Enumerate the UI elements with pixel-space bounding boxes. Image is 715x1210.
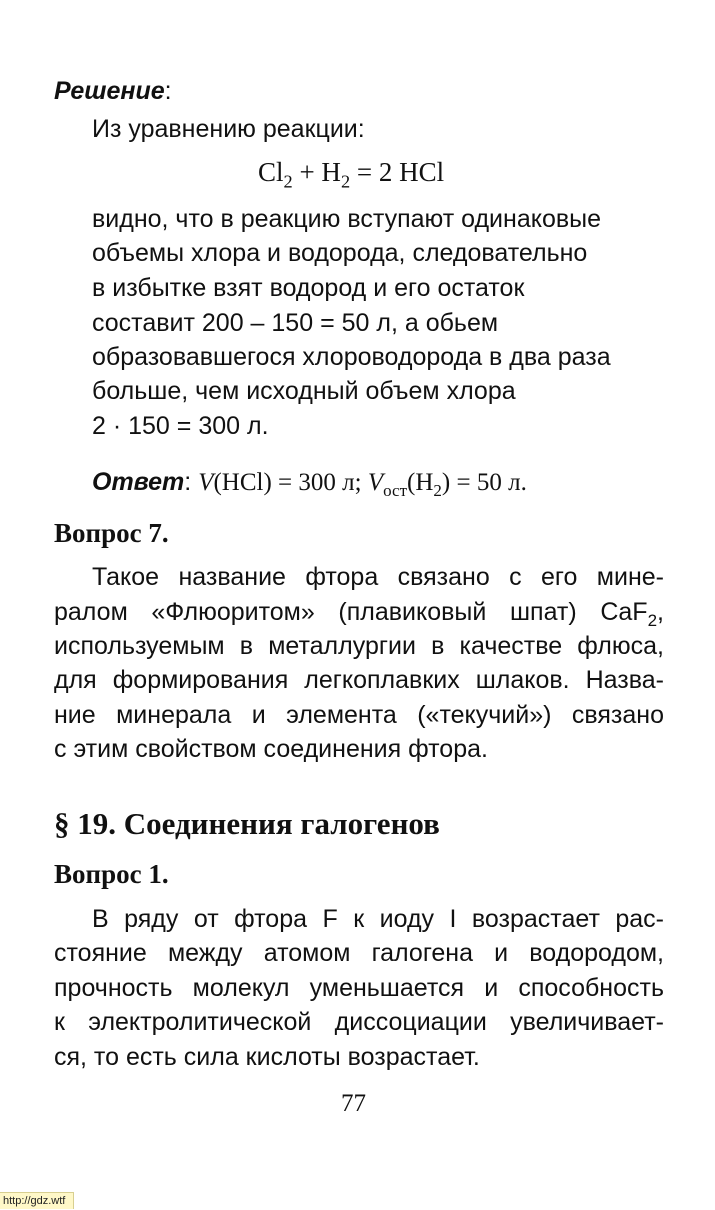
question1-line: стояние между атомом галогена и водородом, xyxy=(54,939,664,967)
question7-line: для формирования легкоплавких шлаков. Назва- xyxy=(54,666,664,694)
eq-cl: Cl xyxy=(258,157,284,187)
question7-line-text: ралом «Флюоритом» (плавиковый шпат) CaF xyxy=(54,598,648,626)
question1-line: к электролитической диссоциации увеличивает- xyxy=(54,1008,664,1036)
question7-line: ние минерала и элемента («текучий») связано xyxy=(54,701,664,729)
solution-colon: : xyxy=(164,77,172,105)
section-title: § 19. Соединения галогенов xyxy=(54,806,440,841)
solution-intro: Из уравнению реакции: xyxy=(92,115,365,143)
answer-line xyxy=(92,465,527,500)
reaction-equation xyxy=(258,155,445,192)
eq-cl-sub: 2 xyxy=(283,171,293,192)
solution-line: видно, что в реакцию вступают одинаковые xyxy=(92,205,601,233)
eq-plus-h: + H xyxy=(292,157,341,187)
eq-h-sub: 2 xyxy=(340,171,351,192)
answer-part2b: ) = 50 л. xyxy=(441,469,527,496)
answer-part1: (HCl) = 300 л; xyxy=(213,469,368,496)
solution-line: в избытке взят водород и его остаток xyxy=(92,274,525,302)
solution-heading: Решение xyxy=(54,77,165,105)
question7-line: с этим свойством соединения фтора. xyxy=(54,735,488,763)
solution-line: составит 200 – 150 = 50 л, а обьем xyxy=(92,309,499,337)
question7-line: используемым в металлургии в качестве флюса, xyxy=(54,632,664,660)
solution-line: 2 · 150 = 300 л. xyxy=(92,412,269,440)
solution-line: образовавшегося хлороводорода в два раза xyxy=(92,343,611,371)
watermark-link[interactable]: http://gdz.wtf xyxy=(0,1192,74,1209)
solution-heading-line xyxy=(54,74,172,108)
answer-v1: V xyxy=(198,469,214,496)
solution-line: объемы хлора и водорода, следовательно xyxy=(92,239,588,267)
answer-colon: : xyxy=(184,468,199,496)
question7-title: Вопрос 7. xyxy=(54,518,169,548)
question1-title: Вопрос 1. xyxy=(54,859,169,889)
answer-h-sub: 2 xyxy=(433,480,442,500)
answer-v2: V xyxy=(367,469,384,496)
answer-label: Ответ xyxy=(92,468,185,496)
answer-part2a: (H xyxy=(407,469,434,496)
solution-line: больше, чем исходный объем хлора xyxy=(92,377,516,405)
caf-sub: 2 xyxy=(647,610,658,630)
question1-line: ся, то есть сила кислоты возрастает. xyxy=(54,1043,480,1071)
question7-line-caf xyxy=(54,595,664,629)
question1-line: прочность молекул уменьшается и способность xyxy=(54,974,664,1002)
caf-comma: , xyxy=(657,598,664,626)
page-number: 77 xyxy=(341,1090,366,1117)
question1-line: В ряду от фтора F к иоду I возрастает рас- xyxy=(92,905,664,933)
answer-v2-sub: ост xyxy=(383,480,408,500)
eq-rest: = 2 HCl xyxy=(350,157,445,187)
question7-line: Такое название фтора связано с его мине- xyxy=(92,563,664,591)
